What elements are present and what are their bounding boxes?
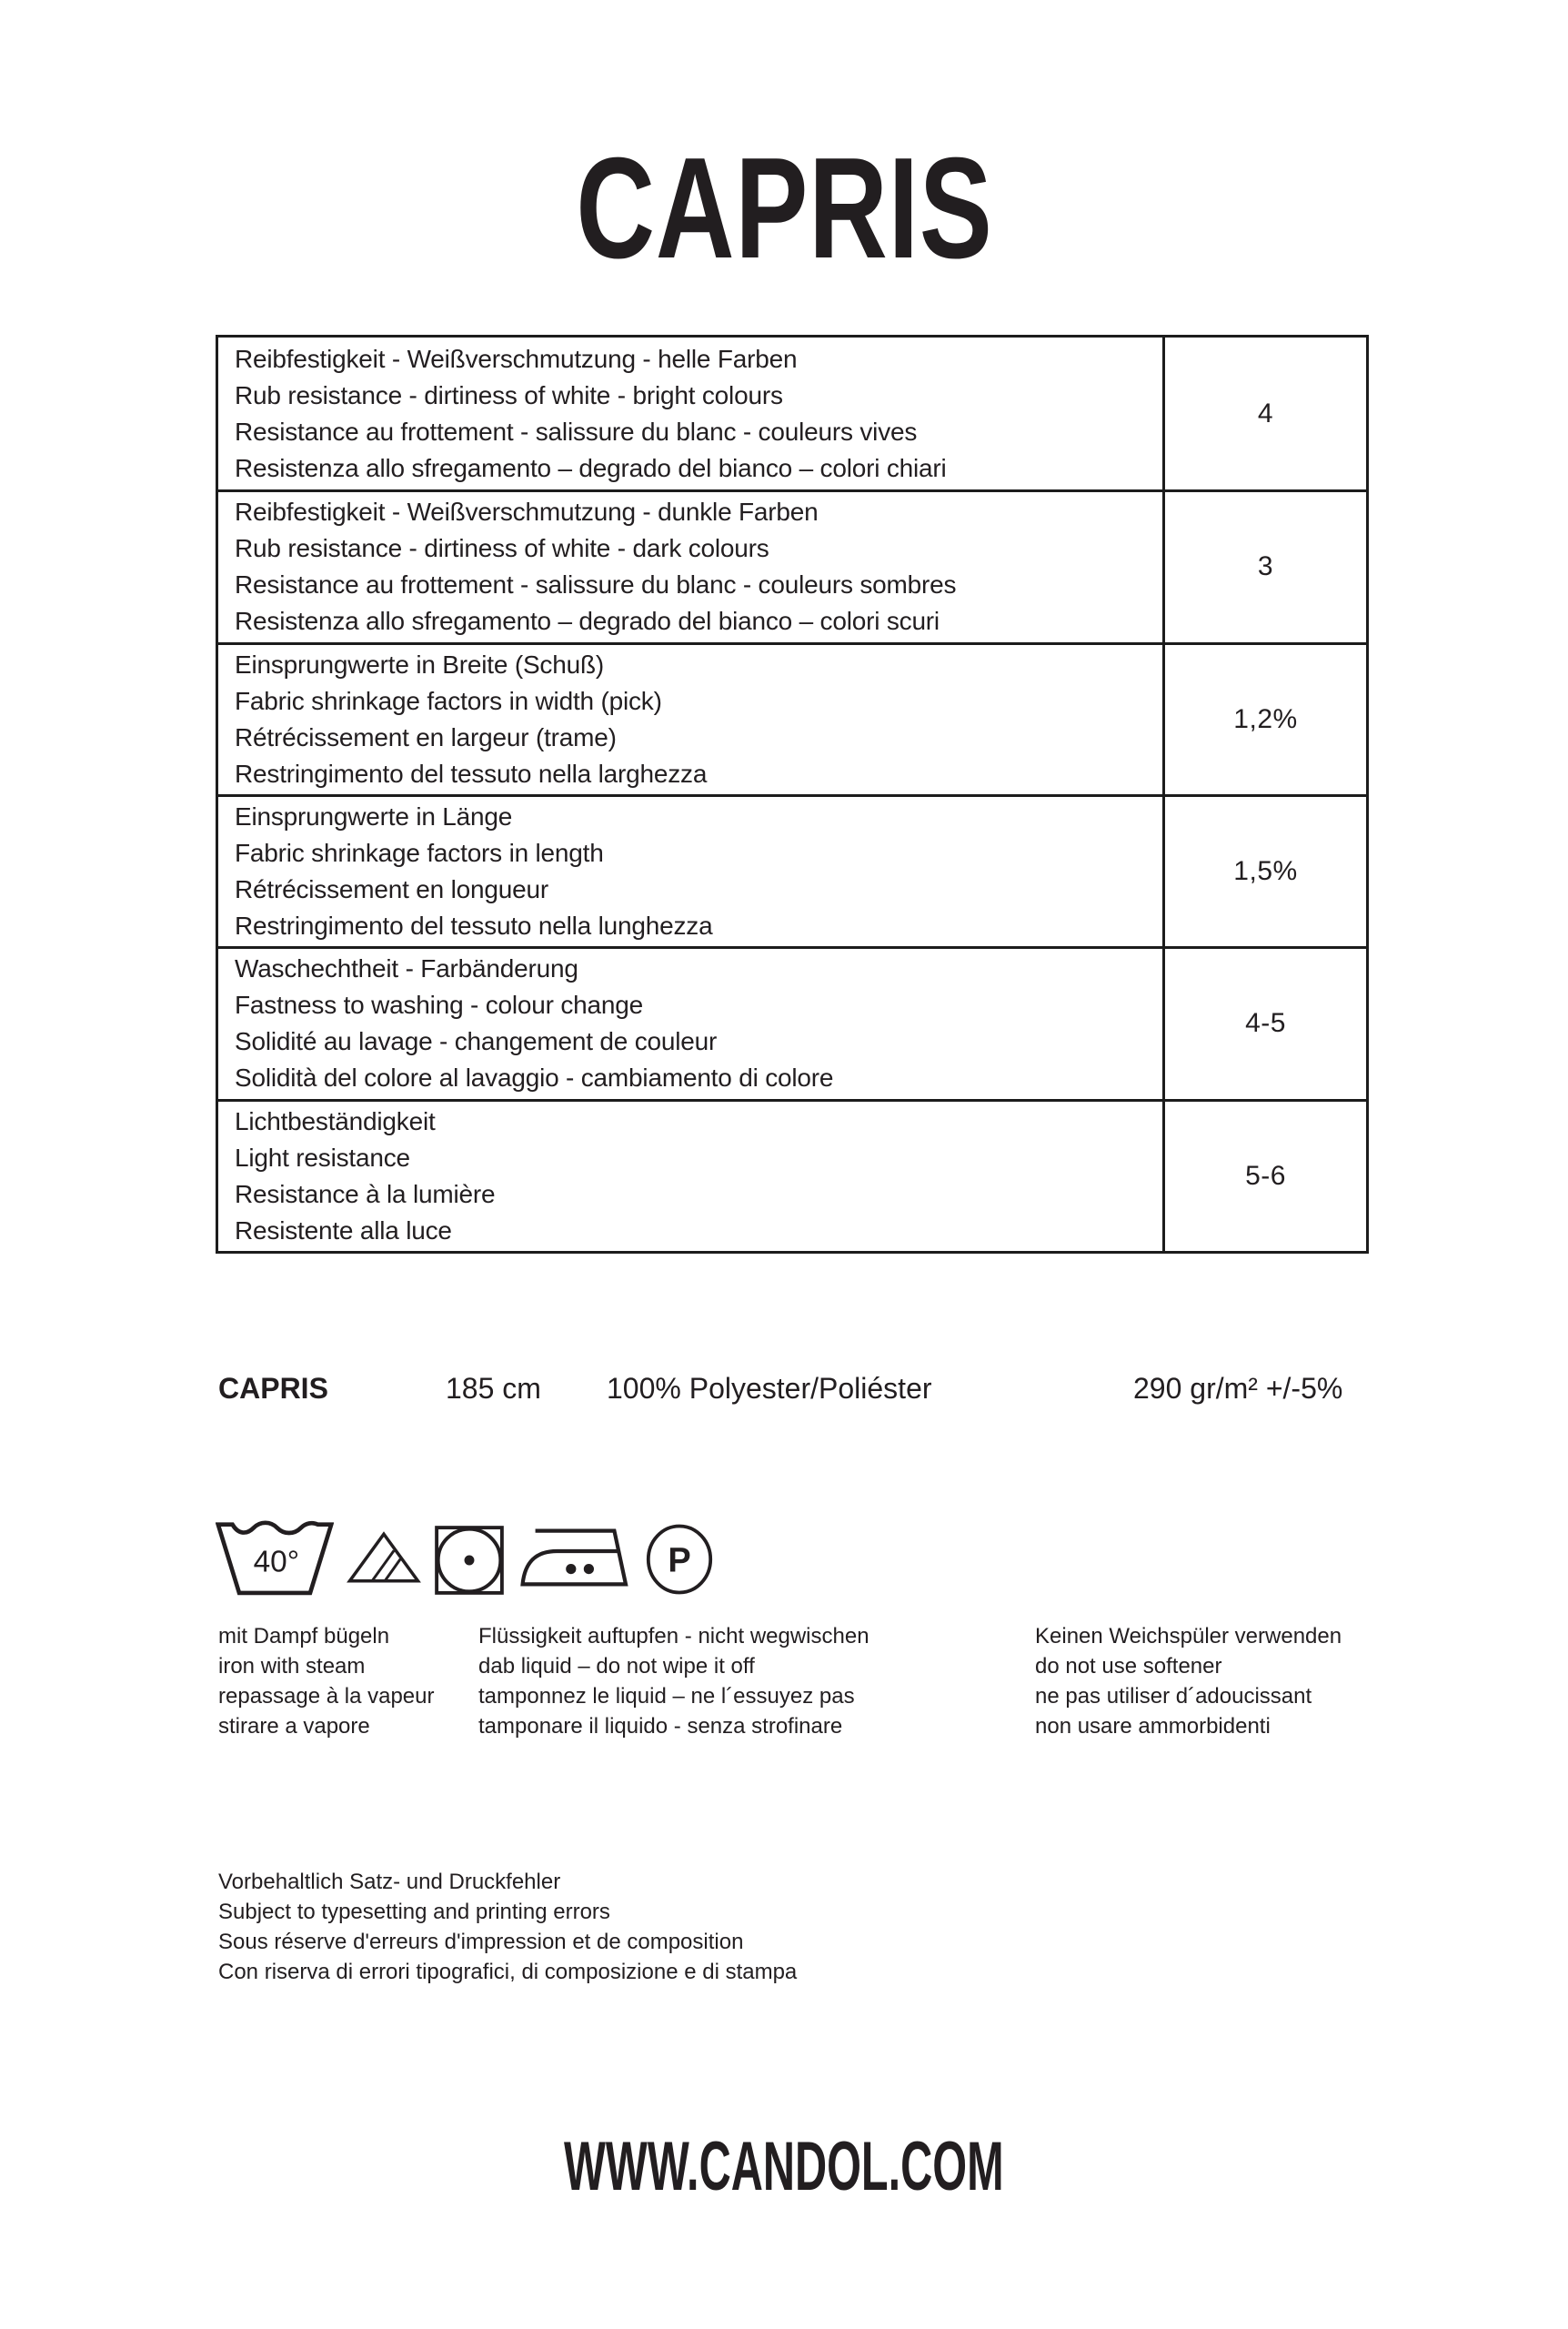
description-line-de: Reibfestigkeit - Weißverschmutzung - dunkle Farben xyxy=(235,498,819,527)
row-description xyxy=(218,492,1162,641)
description-line-en: Rub resistance - dirtiness of white - bright colours xyxy=(235,380,783,409)
row-value: 1,2% xyxy=(1162,645,1366,794)
description-line-fr: Solidité au lavage - changement de couleur xyxy=(235,1027,718,1056)
row-description xyxy=(218,797,1162,946)
description-line-de: Waschechtheit - Farbänderung xyxy=(235,954,578,983)
iron-icon xyxy=(518,1519,632,1596)
disclaimer xyxy=(218,1867,797,1987)
row-value: 1,5% xyxy=(1162,797,1366,946)
care-line: mit Dampf bügeln xyxy=(218,1624,390,1648)
care-line: non usare ammorbidenti xyxy=(1035,1714,1271,1739)
care-line: repassage à la vapeur xyxy=(218,1684,435,1709)
row-value: 4-5 xyxy=(1162,949,1366,1098)
description-line-de: Einsprungwerte in Länge xyxy=(235,802,513,832)
description-line-it: Resistenza allo sfregamento – degrado del bianco – colori chiari xyxy=(235,453,947,482)
care-line: dab liquid – do not wipe it off xyxy=(478,1654,755,1679)
description-line-fr: Resistance à la lumière xyxy=(235,1179,496,1208)
description-line-en: Light resistance xyxy=(235,1143,410,1172)
care-line: stirare a vapore xyxy=(218,1714,370,1739)
row-description xyxy=(218,949,1162,1098)
description-line-it: Restringimento del tessuto nella larghezza xyxy=(235,759,708,788)
row-value: 4 xyxy=(1162,338,1366,489)
care-line: iron with steam xyxy=(218,1654,366,1679)
row-description xyxy=(218,1102,1162,1251)
care-line: do not use softener xyxy=(1035,1654,1222,1679)
description-line-it: Resistenza allo sfregamento – degrado del bianco – colori scuri xyxy=(235,607,940,636)
product-name: CAPRIS xyxy=(218,1372,328,1405)
description-line-it: Restringimento del tessuto nella lunghezza xyxy=(235,912,713,941)
product-width: 185 cm xyxy=(446,1372,541,1405)
tumble-dry-icon xyxy=(434,1525,505,1596)
care-column-steam xyxy=(218,1621,435,1741)
product-composition: 100% Polyester/Poliéster xyxy=(607,1372,932,1405)
description-line-fr: Resistance au frottement - salissure du blanc - couleurs vives xyxy=(235,417,918,446)
description-line-en: Fastness to washing - colour change xyxy=(235,991,644,1020)
table-row xyxy=(218,794,1366,946)
care-column-no-softener xyxy=(1035,1621,1342,1741)
wash-temperature-label: 40° xyxy=(253,1545,300,1579)
row-value: 3 xyxy=(1162,492,1366,641)
description-line-en: Fabric shrinkage factors in length xyxy=(235,839,604,868)
description-line-it: Solidità del colore al lavaggio - cambiamento di colore xyxy=(235,1064,834,1093)
description-line-fr: Resistance au frottement - salissure du blanc - couleurs sombres xyxy=(235,570,957,600)
care-line: tamponnez le liquid – ne l´essuyez pas xyxy=(478,1684,855,1709)
description-line-fr: Rétrécissement en longueur xyxy=(235,875,548,904)
product-weight: 290 gr/m² +/-5% xyxy=(1133,1372,1343,1405)
disclaimer-line: Sous réserve d'erreurs d'impression et de composition xyxy=(218,1930,744,1954)
wash-40-icon xyxy=(216,1517,334,1596)
care-line: tamponare il liquido - senza strofinare xyxy=(478,1714,843,1739)
table-row xyxy=(218,1099,1366,1251)
description-line-de: Lichtbeständigkeit xyxy=(235,1106,436,1135)
care-column-dab-liquid xyxy=(478,1621,869,1741)
description-line-de: Einsprungwerte in Breite (Schuß) xyxy=(235,650,604,679)
footer-url xyxy=(0,2128,1568,2205)
care-symbols xyxy=(216,1514,714,1596)
footer-url-text: WWW.CANDOL.COM xyxy=(564,2128,1004,2205)
spec-table xyxy=(216,335,1369,1254)
table-row xyxy=(218,338,1366,489)
description-line-en: Fabric shrinkage factors in width (pick) xyxy=(235,686,662,715)
description-line-en: Rub resistance - dirtiness of white - dark colours xyxy=(235,534,769,563)
row-description xyxy=(218,338,1162,489)
table-row xyxy=(218,946,1366,1098)
row-value: 5-6 xyxy=(1162,1102,1366,1251)
care-line: ne pas utiliser d´adoucissant xyxy=(1035,1684,1312,1709)
disclaimer-line: Con riserva di errori tipografici, di composizione e di stampa xyxy=(218,1960,798,1984)
disclaimer-line: Vorbehaltlich Satz- und Druckfehler xyxy=(218,1870,561,1894)
table-row xyxy=(218,489,1366,641)
bleach-non-chlorine-icon xyxy=(347,1519,421,1596)
row-description xyxy=(218,645,1162,794)
description-line-fr: Rétrécissement en largeur (trame) xyxy=(235,722,617,751)
care-line: Flüssigkeit auftupfen - nicht wegwischen xyxy=(478,1624,869,1648)
page-title-text: CAPRIS xyxy=(575,128,993,288)
description-line-it: Resistente alla luce xyxy=(235,1215,452,1245)
page-title xyxy=(0,128,1568,288)
disclaimer-line: Subject to typesetting and printing errors xyxy=(218,1900,610,1924)
dry-clean-letter: P xyxy=(668,1541,691,1580)
table-row xyxy=(218,642,1366,794)
description-line-de: Reibfestigkeit - Weißverschmutzung - helle Farben xyxy=(235,344,798,373)
care-line: Keinen Weichspüler verwenden xyxy=(1035,1624,1342,1648)
dry-clean-p-icon xyxy=(645,1523,714,1596)
